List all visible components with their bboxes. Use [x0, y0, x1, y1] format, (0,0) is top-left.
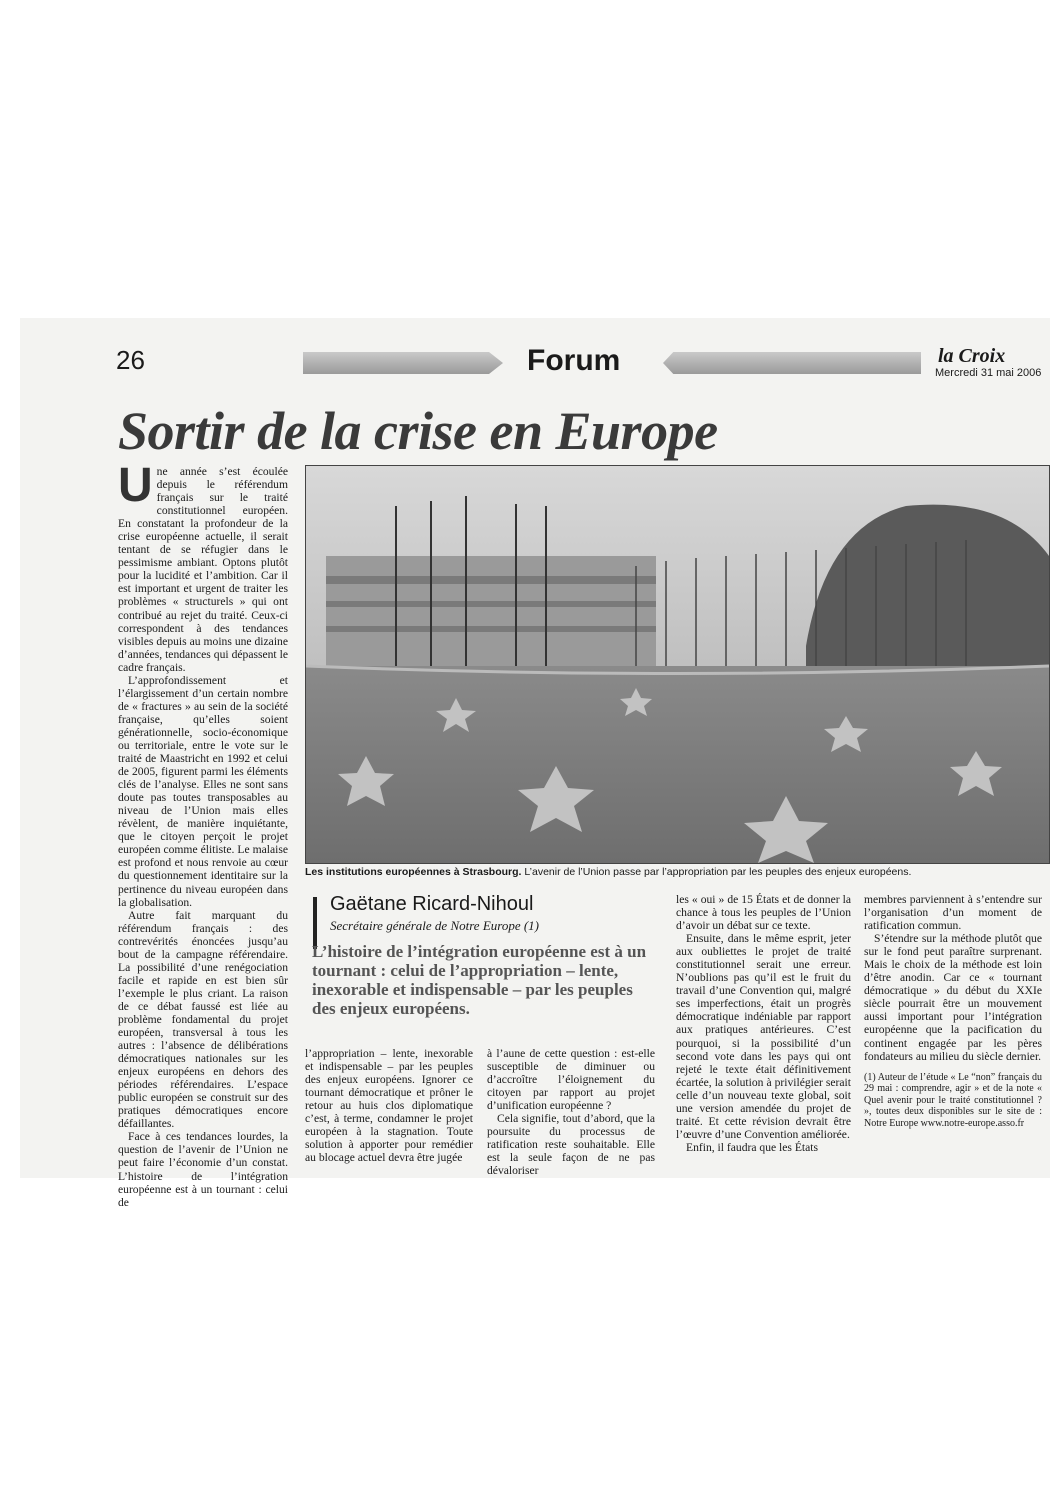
headline: Sortir de la crise en Europe	[118, 401, 718, 461]
newspaper-name: la Croix	[938, 345, 1006, 367]
lead-paragraph: Autre fait marquant du référendum français : des contrevérités énoncées jusqu’au bout de la campagne référendaire. La possibilité d’une renégociation facile et rapide en est bien sûr l’exemple le plus criant. La raison de ce débat faussé est liée au problème fondamental du projet européen, transversal à tous les autres : l’absence de délibérations démocratiques nationales sur les enjeux européens en dehors des périodes référendaires. L’espace public européen se construit sur des pratiques démocratiques encore défaillantes.	[118, 908, 288, 1131]
lead-paragraph: Une année s’est écoulée depuis le référendum français sur le traité constitutionnel européen. En constatant la profondeur de la crise européenne actuelle, il serait tentant de se réfugier dans le pessimisme ambiant. Optons plutôt pour la lucidité et l’ambition. Car il est important et urgent de traiter les problèmes « structurels » qui ont contribué au rejet du traité. Ceux-ci correspondent à des tendances visibles depuis au moins une dizaine d’années, tendances qui dépassent le cadre français.	[118, 459, 288, 674]
lead-column	[118, 459, 288, 1209]
column-paragraph: Enfin, il faudra que les États	[686, 1140, 818, 1154]
column-paragraph: les « oui » de 15 États et de donner la chance à tous les peuples de l’Union d’avoir un débat sur ce texte.	[676, 893, 851, 933]
photo-caption	[305, 866, 1048, 878]
column-paragraph: l’appropriation – lente, inexorable et indispensable – par les peuples des enjeux européens. Ignorer ce tournant démocratique et prôner le retour au huis clos diplomatique c’est, à terme, condamner le projet européen à la stagnation. Toute solution à apporter pour remédier au blocage actuel devra être jugée	[305, 1047, 473, 1165]
header-band-left	[303, 352, 503, 374]
author-name: Gaëtane Ricard-Nihoul	[330, 893, 534, 915]
lead-paragraph: Face à ces tendances lourdes, la question de l’avenir de l’Union ne peut faire l’économie d’un constat. L’histoire de l’intégration européenne est à un tournant : celui de	[118, 1130, 288, 1209]
caption-text: L’avenir de l’Union passe par l’appropriation par les peuples des enjeux européens.	[521, 866, 912, 878]
section-title: Forum	[527, 344, 621, 377]
column-paragraph: à l’aune de cette question : est-elle susceptible de diminuer ou d’accroître l’éloignement du citoyen par rapport au projet d’unification européenne ?	[487, 1047, 655, 1113]
author-role: Secrétaire générale de Notre Europe (1)	[330, 918, 540, 933]
column-3	[487, 1047, 655, 1177]
header-band-right	[663, 352, 921, 374]
caption-title: Les institutions européennes à Strasbourg.	[305, 866, 522, 878]
column-paragraph: S’étendre sur la méthode plutôt que sur le fond peut paraître surprenant. Mais le choix de la méthode est loin d’être anodin. Car ce « tournant démocratique » du début du XXIe siècle pourrait être un mouvement aussi important pour l’intégration européenne que la pacification du continent engagée par les pères fondateurs au milieu du siècle dernier.	[864, 932, 1042, 1063]
drop-cap: U	[118, 459, 153, 512]
photo-strasbourg	[305, 465, 1050, 864]
column-4	[676, 893, 851, 1154]
issue-date: Mercredi 31 mai 2006	[935, 367, 1042, 379]
pull-quote: L’histoire de l’intégration européenne est à un tournant : celui de l’appropriation – lente, inexorable et indispensable – par les peuples des enjeux européens.	[312, 942, 647, 1018]
column-paragraph: Ensuite, dans le même esprit, jeter aux oubliettes le projet de traité constitutionnel serait une erreur. N’oublions pas qu’il est le fruit du travail d’une Convention qui, malgré ses imperfections, était un progrès démocratique indéniable par rapport aux pratiques antérieures. C’est pourquoi, si la possibilité d’un second vote dans les pays qui ont rejeté le texte était définitivement écartée, la solution à privilégier serait celle d’un nouveau texte global, soit une version amendée du projet de traité. Et cette révision devrait être l’œuvre d’une Convention améliorée.	[676, 932, 851, 1141]
lead-paragraph: L’approfondissement et l’élargissement d’un certain nombre de « fractures » au sein de la société française, qu’elles soient générationnelle, socio-économique ou territoriale, entre le vote sur le traité de Maastricht en 1992 et celui de 2005, figurent parmi les éléments clés de l’analyse. Elles ne sont sans doute pas toutes transposables au niveau de l’Union mais elles révèlent, de manière inquiétante, que le citoyen perçoit le projet européen comme élitiste. Le malaise est profond et nous renvoie au cœur du questionnement identitaire sur la pertinence du niveau européen dans la globalisation.	[118, 673, 288, 909]
column-paragraph: Cela signifie, tout d’abord, que la poursuite du processus de ratification reste souhaitable. Elle est la seule façon de ne pas dévaloriser	[487, 1112, 655, 1178]
column-paragraph: membres parviennent à s’entendre sur l’organisation d’un moment de ratification commun.	[864, 893, 1042, 933]
footnote: (1) Auteur de l’étude « Le “non” français du 29 mai : comprendre, agir » et de la note « Quel avenir pour le traité constitutionnel ? », toutes deux disponibles sur le site de : Notre Europe www.notre-europe.asso.fr	[864, 1071, 1042, 1129]
column-2	[305, 1047, 473, 1164]
page-number: 26	[116, 345, 145, 375]
column-5	[864, 893, 1042, 1129]
